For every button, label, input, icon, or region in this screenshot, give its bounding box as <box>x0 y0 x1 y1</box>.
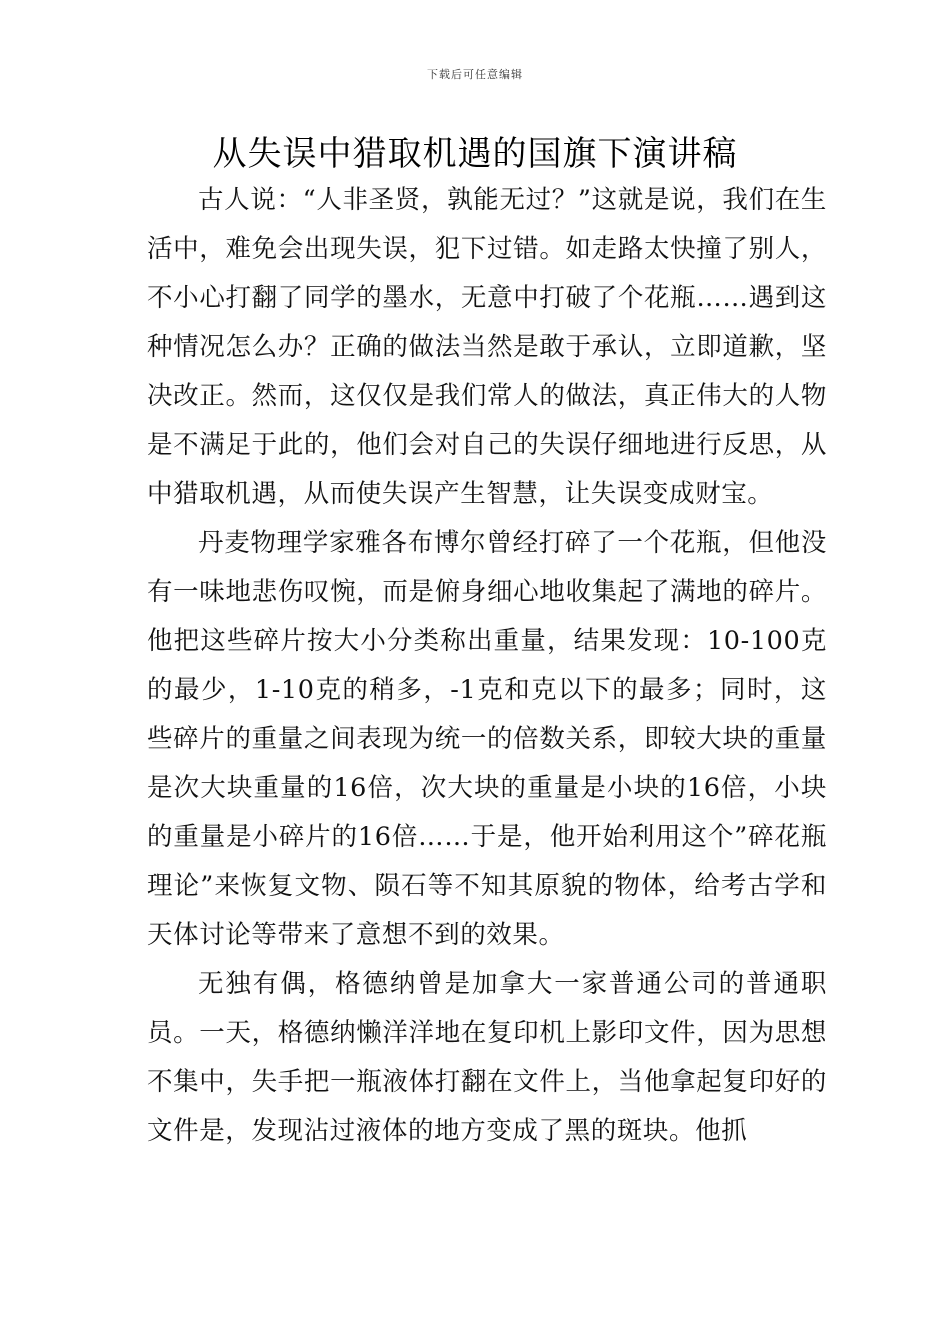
document-body <box>147 176 827 1156</box>
header-note: 下载后可任意编辑 <box>427 68 523 81</box>
document-title: 从失误中猎取机遇的国旗下演讲稿 <box>212 134 738 174</box>
paragraph: 古人说：“人非圣贤，孰能无过？”这就是说，我们在生活中，难免会出现失误，犯下过错。如走路太快撞了别人，不小心打翻了同学的墨水，无意中打破了个花瓶……遇到这种情况怎么办？正确的做法当然是敢于承认，立即道歉，坚决改正。然而，这仅仅是我们常人的做法，真正伟大的人物是不满足于此的，他们会对自己的失误仔细地进行反思，从中猎取机遇，从而使失误产生智慧，让失误变成财宝。 <box>147 185 827 509</box>
paragraph: 丹麦物理学家雅各布博尔曾经打碎了一个花瓶，但他没有一味地悲伤叹惋，而是俯身细心地收集起了满地的碎片。他把这些碎片按大小分类称出重量，结果发现：10-100克的最少，1-10克的稍多，-1克和克以下的最多；同时，这些碎片的重量之间表现为统一的倍数关系，即较大块的重量是次大块重量的16倍，次大块的重量是小块的16倍，小块的重量是小碎片的16倍……于是，他开始利用这个”碎花瓶理论”来恢复文物、陨石等不知其原貌的物体，给考古学和天体讨论等带来了意想不到的效果。 <box>147 528 827 950</box>
paragraph: 无独有偶，格德纳曾是加拿大一家普通公司的普通职员。一天，格德纳懒洋洋地在复印机上影印文件，因为思想不集中，失手把一瓶液体打翻在文件上，当他拿起复印好的文件是，发现沾过液体的地方变成了黑的斑块。他抓 <box>147 969 827 1146</box>
